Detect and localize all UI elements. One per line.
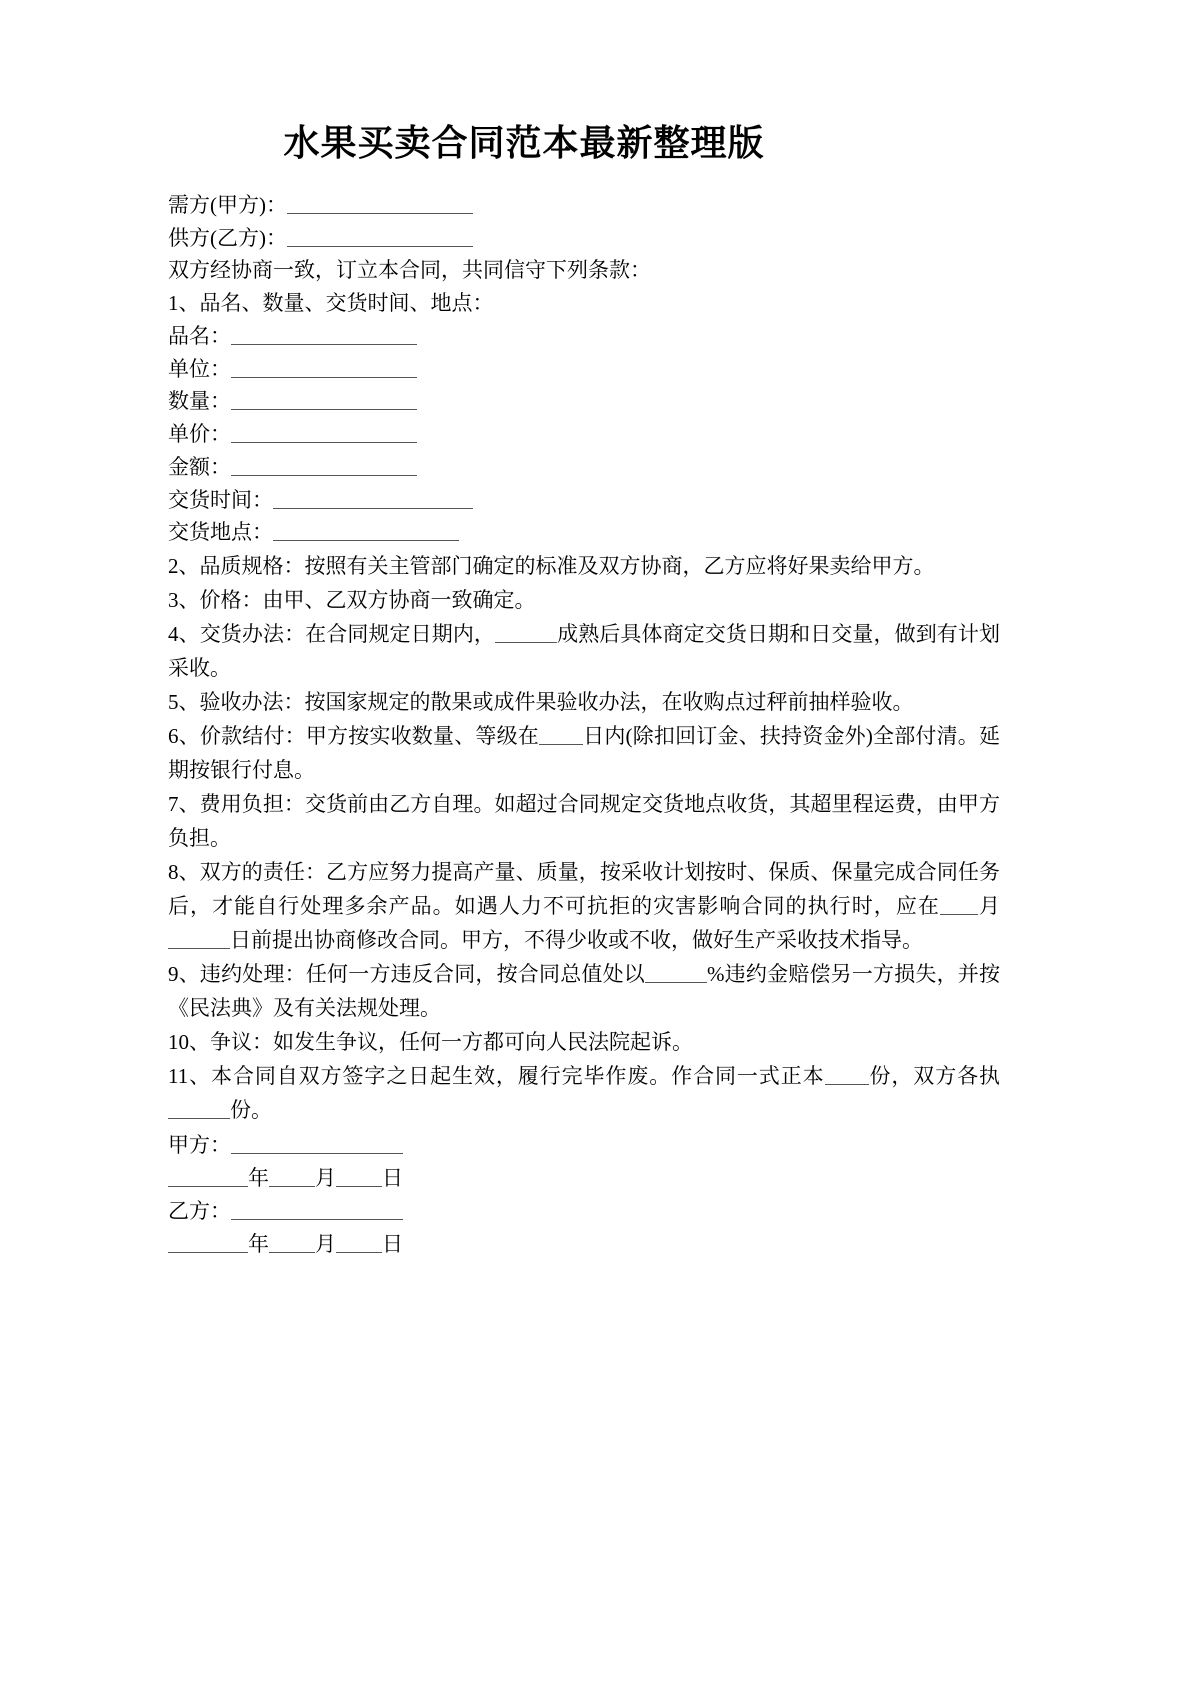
signature-blank-year-a[interactable]: [168, 1169, 248, 1187]
item-blank-product-name[interactable]: [231, 327, 417, 345]
clause-6-part-a: 6、价款结付：甲方按实收数量、等级在: [168, 724, 539, 749]
clause-8-part-a: 8、双方的责任：乙方应努力提高产量、质量，按采收计划按时、保质、保量完成合同任务后，才能自行处理多余产品。如遇人力不可抗拒的灾害影响合同的执行时，应在: [168, 860, 1000, 919]
clause-4-text: [168, 617, 1000, 685]
item-blank-delivery-place[interactable]: [273, 523, 459, 541]
item-label-amount: 金额：: [168, 454, 231, 479]
clause-8-month-unit: 月: [977, 894, 1001, 919]
item-blank-delivery-time[interactable]: [273, 491, 473, 509]
signature-day-unit-b: 日: [382, 1231, 403, 1256]
signature-date-party-a: [168, 1162, 1040, 1195]
item-field-unit-price: [168, 418, 1040, 451]
clause-11-part-b: 份，双方各执: [868, 1064, 1001, 1089]
buyer-party-label: 需方(甲方)：: [168, 192, 287, 217]
document-body: [168, 189, 1040, 1261]
party-line-supplier: [168, 222, 1040, 255]
signature-blank-party-a[interactable]: [231, 1136, 403, 1154]
signature-label-party-a: 甲方：: [168, 1133, 231, 1158]
signature-year-unit-a: 年: [248, 1166, 269, 1191]
signature-day-unit-a: 日: [382, 1166, 403, 1191]
clause-8-part-c: 日前提出协商修改合同。甲方，不得少收或不收，做好生产采收技术指导。: [230, 928, 923, 953]
signature-blank-party-b[interactable]: [231, 1202, 403, 1220]
clause-9-part-a: 9、违约处理：任何一方违反合同，按合同总值处以: [168, 962, 645, 987]
signature-date-party-b: [168, 1228, 1040, 1261]
item-field-delivery-place: [168, 516, 1040, 549]
supplier-party-blank[interactable]: [287, 229, 473, 247]
clause-9-blank-percent[interactable]: [645, 965, 707, 983]
signature-month-unit-a: 月: [315, 1166, 336, 1191]
clause-7-text: 7、费用负担：交货前由乙方自理。如超过合同规定交货地点收货，其超里程运费，由甲方负担。: [168, 792, 1000, 851]
clause-11-blank-copies[interactable]: [168, 1101, 230, 1119]
clause-10-text: 10、争议：如发生争议，任何一方都可向人民法院起诉。: [168, 1030, 693, 1055]
clause-8-blank-month[interactable]: [940, 897, 978, 915]
clause-11-part-c: 份。: [230, 1098, 272, 1123]
signature-blank-month-b[interactable]: [269, 1235, 315, 1253]
item-field-amount: [168, 451, 1040, 484]
item-label-unit: 单位：: [168, 356, 231, 381]
clause-8-blank-day[interactable]: [168, 931, 230, 949]
clause-6-part-b: 日内(除扣回订金、扶持资金外)全部付清。延期按银行付息。: [168, 724, 1000, 783]
buyer-party-blank[interactable]: [287, 196, 473, 214]
clause-6-text: [168, 719, 1000, 787]
clause-9-text: [168, 957, 1000, 1025]
signature-party-a: [168, 1129, 1040, 1162]
party-line-buyer: [168, 189, 1040, 222]
signature-block: [168, 1129, 1040, 1260]
item-blank-quantity[interactable]: [231, 392, 417, 410]
clause-8-text: [168, 855, 1000, 957]
clause-4-blank[interactable]: [495, 625, 557, 643]
clause-1-heading: 1、品名、数量、交货时间、地点：: [168, 291, 494, 316]
clause-11-part-a: 11、本合同自双方签字之日起生效，履行完毕作废。作合同一式正本: [168, 1064, 825, 1089]
signature-blank-day-b[interactable]: [336, 1235, 382, 1253]
item-field-delivery-time: [168, 484, 1040, 517]
item-field-product-name: [168, 320, 1040, 353]
clause-5-text: 5、验收办法：按国家规定的散果或成件果验收办法，在收购点过秤前抽样验收。: [168, 690, 914, 715]
clause-3-text: 3、价格：由甲、乙双方协商一致确定。: [168, 588, 536, 613]
item-label-delivery-place: 交货地点：: [168, 520, 273, 545]
clause-9-part-b: %违约金赔偿另一方损失，并按《民法典》及有关法规处理。: [168, 962, 1001, 1021]
item-field-quantity: [168, 385, 1040, 418]
clause-6-blank-days[interactable]: [539, 727, 583, 745]
signature-label-party-b: 乙方：: [168, 1198, 231, 1223]
item-blank-unit-price[interactable]: [231, 425, 417, 443]
signature-party-b: [168, 1195, 1040, 1228]
item-field-unit: [168, 353, 1040, 386]
item-blank-amount[interactable]: [231, 458, 417, 476]
clause-2-text: 2、品质规格：按照有关主管部门确定的标准及双方协商，乙方应将好果卖给甲方。: [168, 554, 935, 579]
signature-blank-day-a[interactable]: [336, 1169, 382, 1187]
item-blank-unit[interactable]: [231, 360, 417, 378]
clause-4-part-a: 4、交货办法：在合同规定日期内，: [168, 622, 496, 647]
item-label-delivery-time: 交货时间：: [168, 487, 273, 512]
clause-4-part-b: 成熟后具体商定交货日期和日交量，做到有计划采收。: [168, 622, 1001, 681]
signature-year-unit-b: 年: [248, 1231, 269, 1256]
supplier-party-label: 供方(乙方)：: [168, 225, 287, 250]
item-label-product-name: 品名：: [168, 323, 231, 348]
signature-blank-month-a[interactable]: [269, 1169, 315, 1187]
preamble-text: 双方经协商一致，订立本合同，共同信守下列条款：: [168, 258, 651, 283]
clause-11-blank-originals[interactable]: [825, 1067, 869, 1085]
item-label-unit-price: 单价：: [168, 422, 231, 447]
item-label-quantity: 数量：: [168, 389, 231, 414]
signature-blank-year-b[interactable]: [168, 1235, 248, 1253]
clause-11-text: [168, 1059, 1000, 1127]
signature-month-unit-b: 月: [315, 1231, 336, 1256]
page-title: 水果买卖合同范本最新整理版: [283, 122, 765, 163]
